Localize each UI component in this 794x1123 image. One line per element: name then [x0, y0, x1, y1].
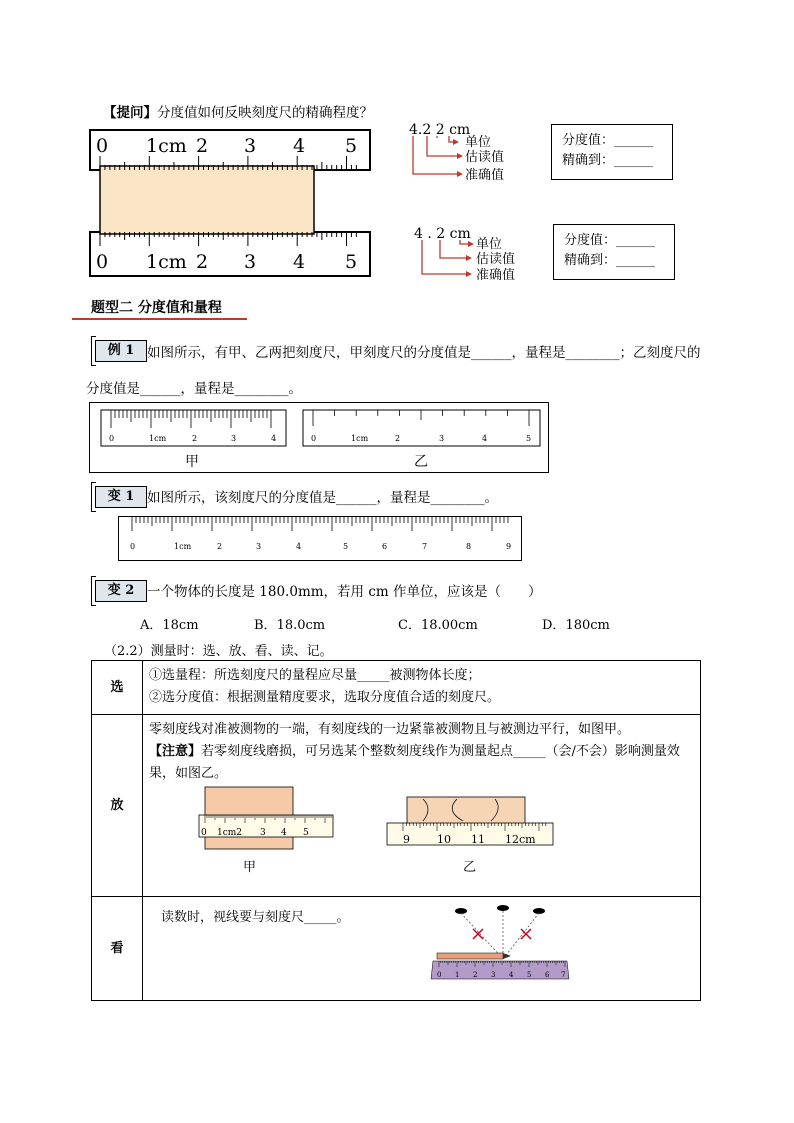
choice-c-letter: C． — [398, 618, 421, 633]
long-tick-5: 5 — [343, 542, 349, 551]
step-place-note-text: 若零刻度线磨损，可另选某个整数刻度线作为测量起点_____（会/不会）影响测量效果，如图乙。 — [149, 744, 680, 781]
look-tick-3: 3 — [491, 971, 496, 979]
sightline-figure — [427, 903, 577, 989]
jia-tick-4: 4 — [271, 434, 277, 443]
choice-c[interactable] — [398, 614, 478, 633]
long-tick-4: 4 — [296, 542, 302, 551]
choice-d-value: 180cm — [565, 618, 610, 633]
fig-jia-tick-3: 4 — [281, 828, 287, 838]
steps-intro: （2.2）测量时：选、放、看、读、记。 — [104, 644, 333, 659]
example1-label: 例 1 — [95, 340, 147, 362]
place-figures — [195, 785, 595, 877]
choice-d[interactable] — [542, 614, 610, 633]
variant2-label: 变 2 — [95, 580, 147, 602]
big-bot-tick-3: 3 — [244, 251, 257, 273]
big-bot-tick-5: 5 — [345, 251, 358, 273]
yi-tick-2: 2 — [395, 434, 401, 443]
answer-box-1-line1: 分度值：______ — [562, 133, 654, 148]
ruler-long-figure — [118, 516, 522, 562]
reading2-unit: 单位 — [476, 237, 503, 252]
fig-jia-tick-0: 0 — [201, 828, 207, 838]
question-tag: 【提问】 — [103, 105, 157, 121]
big-bot-tick-4: 4 — [293, 251, 306, 273]
fig-yi-tick-0: 9 — [403, 833, 410, 846]
answer-box-2-line1: 分度值：______ — [564, 233, 656, 248]
reading1-accurate: 准确值 — [465, 168, 505, 183]
choice-b-letter: B． — [254, 618, 277, 633]
choice-a-letter: A． — [140, 618, 163, 633]
ruler-pair-figure — [89, 402, 549, 474]
reading1-value: 4.2 2 cm — [409, 122, 471, 138]
reading2-estimate: 估读值 — [476, 252, 516, 267]
long-tick-7: 7 — [422, 542, 428, 551]
step-place-line1: 零刻度线对准被测物的一端，有刻度线的一边紧靠被测物且与被测边平行，如图甲。 — [149, 722, 631, 737]
yi-tick-3: 3 — [439, 434, 445, 443]
question-text: 分度值如何反映刻度尺的精确程度？ — [157, 105, 373, 121]
long-tick-2: 2 — [217, 542, 223, 551]
step-look-text: 读数时，视线要与刻度尺_____。 — [161, 910, 350, 925]
big-top-tick-1: 1cm — [146, 135, 187, 157]
reading1-estimate: 估读值 — [465, 150, 505, 165]
example1-text-line2: 分度值是______，量程是________。 — [86, 381, 302, 397]
fig-yi-tick-3: 12cm — [505, 833, 536, 846]
step-place-body — [143, 715, 701, 897]
variant2-text: 一个物体的长度是 180.0mm，若用 cm 作单位，应该是（ ） — [147, 584, 542, 600]
step-select-line1: ①选量程：所选刻度尺的量程应尽量_____被测物体长度； — [149, 668, 481, 683]
yi-tick-1: 1cm — [351, 434, 369, 443]
steps-table — [91, 660, 701, 1001]
pencil — [437, 953, 503, 959]
jia-tick-3: 3 — [231, 434, 237, 443]
answer-box-1 — [551, 124, 673, 180]
ruler-jia-name: 甲 — [185, 454, 199, 470]
variant1-label: 变 1 — [95, 486, 147, 508]
choice-d-letter: D． — [542, 618, 566, 633]
jia-tick-0: 0 — [109, 434, 115, 443]
fig-yi-name: 乙 — [463, 860, 477, 875]
big-bot-tick-1: 1cm — [146, 251, 187, 273]
long-tick-9: 9 — [506, 542, 512, 551]
double-ruler-figure — [88, 128, 373, 280]
choice-a[interactable] — [140, 614, 199, 633]
fig-jia-tick-4: 5 — [303, 828, 309, 838]
section-title: 题型二 分度值和量程 — [91, 300, 222, 316]
fig-jia-tick-2: 3 — [260, 828, 266, 838]
big-top-tick-0: 0 — [96, 135, 109, 157]
reading1-unit: 单位 — [465, 135, 492, 150]
choice-c-value: 18.00cm — [420, 618, 478, 633]
long-tick-8: 8 — [466, 542, 472, 551]
reading2-accurate: 准确值 — [476, 268, 516, 283]
ruler-yi — [303, 410, 540, 446]
big-top-tick-4: 4 — [293, 135, 306, 157]
step-select-body — [143, 661, 701, 715]
fig-jia-name: 甲 — [243, 860, 257, 875]
top-ruler — [90, 130, 370, 170]
section-underline — [72, 318, 247, 320]
long-tick-3: 3 — [256, 542, 262, 551]
question-line — [103, 101, 373, 121]
cross-marks — [473, 929, 531, 939]
step-select-head: 选 — [92, 661, 143, 715]
big-bot-tick-2: 2 — [196, 251, 209, 273]
answer-box-2-line2: 精确到：______ — [564, 253, 656, 268]
big-top-tick-2: 2 — [196, 135, 209, 157]
look-tick-0: 0 — [437, 971, 442, 979]
measured-object — [100, 166, 314, 234]
step-look-body — [143, 897, 701, 1001]
long-tick-0: 0 — [130, 542, 136, 551]
answer-box-2 — [553, 224, 675, 280]
example1-text-line1: 如图所示，有甲、乙两把刻度尺，甲刻度尺的分度值是______，量程是________；乙刻度尺的 — [147, 345, 701, 361]
choice-b-value: 18.0cm — [276, 618, 326, 633]
long-tick-6: 6 — [382, 542, 388, 551]
step-select-line2: ②选分度值：根据测量精度要求，选取分度值合适的刻度尺。 — [149, 690, 501, 705]
look-tick-1: 1 — [455, 971, 460, 979]
jia-tick-2: 2 — [192, 434, 198, 443]
look-tick-4: 4 — [509, 971, 514, 979]
choice-a-value: 18cm — [162, 618, 199, 633]
reading2-value: 4 . 2 cm — [414, 226, 471, 242]
fig-jia-tick-1: 1cm2 — [217, 828, 243, 838]
reading-diagram-1 — [405, 118, 535, 184]
big-bot-tick-0: 0 — [96, 251, 109, 273]
look-tick-5: 5 — [527, 971, 532, 979]
choice-b[interactable] — [254, 614, 325, 633]
big-top-tick-5: 5 — [345, 135, 358, 157]
look-tick-6: 6 — [545, 971, 550, 979]
variant1-text: 如图所示，该刻度尺的分度值是______，量程是________。 — [147, 490, 498, 506]
fig-yi-tick-1: 10 — [437, 833, 451, 846]
look-tick-7: 7 — [561, 971, 566, 979]
step-place-note-tag: 【注意】 — [149, 744, 202, 759]
answer-box-1-line2: 精确到：______ — [562, 153, 654, 168]
long-tick-1: 1cm — [174, 542, 192, 551]
jia-tick-1: 1cm — [149, 434, 167, 443]
yi-tick-4: 4 — [482, 434, 488, 443]
ruler-yi-name: 乙 — [414, 454, 428, 470]
step-place-head: 放 — [92, 715, 143, 897]
yi-tick-5: 5 — [526, 434, 532, 443]
look-tick-2: 2 — [473, 971, 478, 979]
yi-tick-0: 0 — [311, 434, 317, 443]
step-look-head: 看 — [92, 897, 143, 1001]
reading-diagram-2 — [410, 222, 540, 288]
bottom-ruler — [90, 232, 370, 276]
big-top-tick-3: 3 — [244, 135, 257, 157]
eye-center-icon — [497, 905, 509, 911]
fig-yi-tick-2: 11 — [471, 833, 485, 846]
step-place-note — [149, 741, 694, 785]
